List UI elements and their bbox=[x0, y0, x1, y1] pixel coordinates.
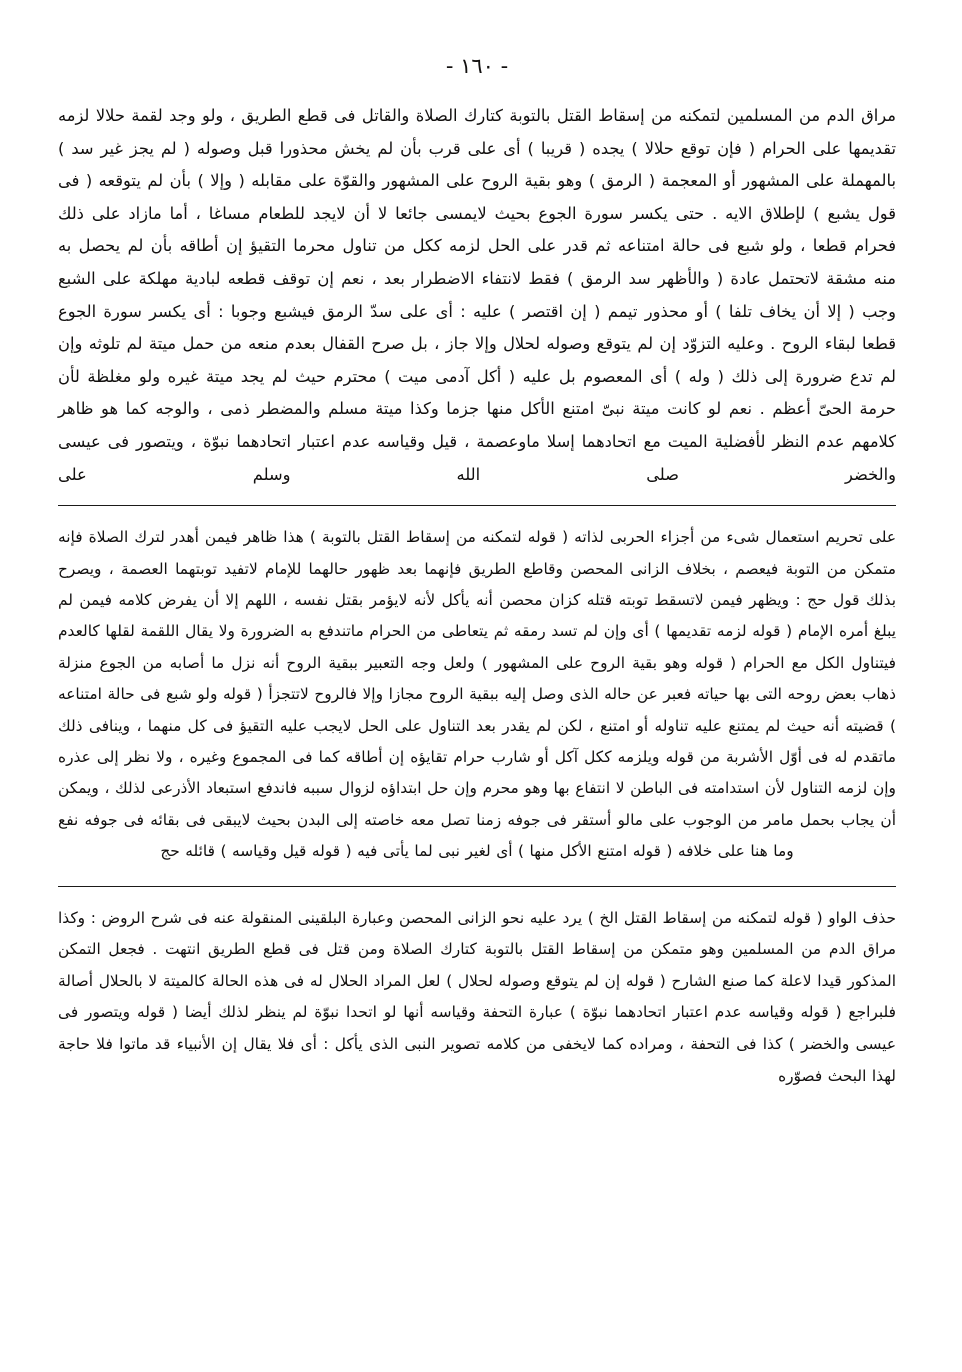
page-number: - ١٦٠ - bbox=[445, 54, 509, 78]
first-footnote-block bbox=[58, 522, 896, 867]
main-text-paragraph: مراق الدم من المسلمين لتمكنه من إسقاط القتل بالتوبة كتارك الصلاة والقاتل فى قطع الطريق ، ولو وجد لقمة حلالا لزمه تقديمها على الحرام ( فإن توقع حلالا ) يجده ( قريبا ) أى على قرب بأن لم يخش محذورا قبل وصوله ( لم يجز غير سد ) بالمهملة على المشهور أو المعجمة ( الرمق ) وهو بقية الروح على المشهور والقوّة على مقابله ( وإلا ) بأن لم يتوقعه ( فى قول يشبع ) لإطلاق الايه . حتى يكسر سورة الجوع بحيث لايمسى جائعا لا أن لايجد للطعام مساغا ، أما مازاد على ذلك فحرام قطعا ، ولو شبع فى حالة امتناعه ثم قدر على الحل لزمه ككل من تناول محرما التقيؤ إن أطاقه بأن لم يحصل به منه مشقة لاتحتمل عادة ( والأظهر سد الرمق ) فقط لانتفاء الاضطرار بعد ، نعم إن توقف قطعه لبادية مهلكة على الشبع وجب ( إلا أن يخاف تلفا ) أو محذور تيمم ( إن اقتصر ) عليه : أى على سدّ الرمق فيشبع وجوبا : أى يكسر سورة الجوع قطعا لبقاء الروح . وعليه التزوّد إن لم يتوقع وصوله لحلال وإلا جاز ، بل صرح القفال بعدم منعه من حمل ميتة لم تلوثه وإن لم تدع ضرورة إلى ذلك ( وله ) أى المعصوم بل عليه ( أكل آدمى ميت ) محترم حيث لم يجد ميتة غيره ولو مغلظة لأن حرمة الحىّ أعظم . نعم لو كانت ميتة نبىّ امتنع الأكل منها جزما وكذا ميتة مسلم والمضطر ذمى ، والوجه كما هو ظاهر كلامهم عدم النظر لأفضلية الميت مع اتحادهما إسلا ماوعصمة ، قيل وقياسه عدم اعتبار اتحادهما نبوّة ، ويتصور فى عيسى والخضر صلى الله وسلم على bbox=[58, 106, 896, 484]
divider-rule-top bbox=[58, 505, 896, 506]
second-footnote-block bbox=[58, 903, 896, 1093]
main-text-block bbox=[58, 100, 896, 491]
first-footnote-paragraph: على تحريم استعمال شىء من أجزاء الحربى لذاته ( قوله لتمكنه من إسقاط القتل بالتوبة ) هذا ظاهر فيمن أهدر لترك الصلاة فإنه متمكن من التوبة فيعصم ، بخلاف الزانى المحصن وقاطع الطريق فإنهما بعد ظهور حالهما للإمام لاتفيد توبتهما العصمة ، ويصرح بذلك قول حج : ويظهر فيمن لاتسقط توبته قتله كزان محصن أنه يأكل لأنه لايؤمر بقتل نفسه ، اللهم إلا أن يفرض كلامه فيمن لم يبلغ أمره الإمام ( قوله لزمه تقديمها ) أى وإن لم تسد رمقه ثم يتعاطى من الحرام ماتندفع به الضرورة ولا يقال اللقمة لقلها كالعدم فيتناول الكل مع الحرام ( قوله وهو بقية الروح على المشهور ) ولعل وجه التعبير ببقية الروح أنه نزل ما أصابه من الجوع منزلة ذهاب بعض روحه التى بها حياته فعبر عن حاله الذى وصل إليه ببقية الروح مجازا وإلا فالروح لاتتجزأ ( قوله ولو شبع فى حالة امتناعه ) قضيته أنه حيث لم يمتنع عليه تناوله أو امتنع ، لكن لم يقدر بعد التناول على الحل لايجب عليه التقيؤ فى كل منهما ، وينافى ذلك ماتقدم له فى أوّل الأشربة من قوله ويلزمه ككل آكل أو شارب حرام تقايؤه إن أطاقه كما فى المجموع وغيره ، ولا نظر إلى عذره وإن لزمه التناول لأن استدامته فى الباطن لا انتفاع بها وهو محرم وإن حل ابتداؤه لزوال سببه فاندفع استبعاد الأذرعى لذلك ، ويمكن أن يجاب بحمل مامر من الوجوب على مالو أستقر فى جوفه زمنا تصل معه خاصته إلى البدن بحيث لايبقى فى بقائه فى جوفه نفع وما هنا على خلافه ( قوله امتنع الأكل منها ) أى لغير نبى لما يأتى فيه ( قوله قيل وقياسه ) قائله حج bbox=[58, 528, 896, 861]
divider-rule-bottom bbox=[58, 886, 896, 887]
second-footnote-paragraph: حذف الواو ( قوله لتمكنه من إسقاط القتل الخ ) يرد عليه نحو الزانى المحصن وعبارة البلقينى المنقولة عنه فى شرح الروض : وكذا مراق الدم من المسلمين وهو متمكن من إسقاط القتل بالتوبة كتارك الصلاة ومن قتل فى قطع الطريق انتهت . فجعل التمكن المذكور قيدا لاعلة كما صنع الشارح ( قوله إن لم يتوقع وصوله لحلال ) لعل المراد الحلال له فى هذه الحالة كالميتة لا بالحلال أصالة فلبراجع ( قوله وقياسه عدم اعتبار اتحادهما نبوّة ) عبارة التحفة وقياسه أنها لو اتحدا نبوّة لم ينظر لذلك أيضا ( قوله ويتصور فى عيسى والخضر ) كذا فى التحفة ، ومراده كما لايخفى من كلامه تصوير النبى الذى يأكل : أى فلا يقال إن الأنبياء قد ماتوا فلا حاجة لهذا البحث فصوّره bbox=[58, 908, 896, 1085]
